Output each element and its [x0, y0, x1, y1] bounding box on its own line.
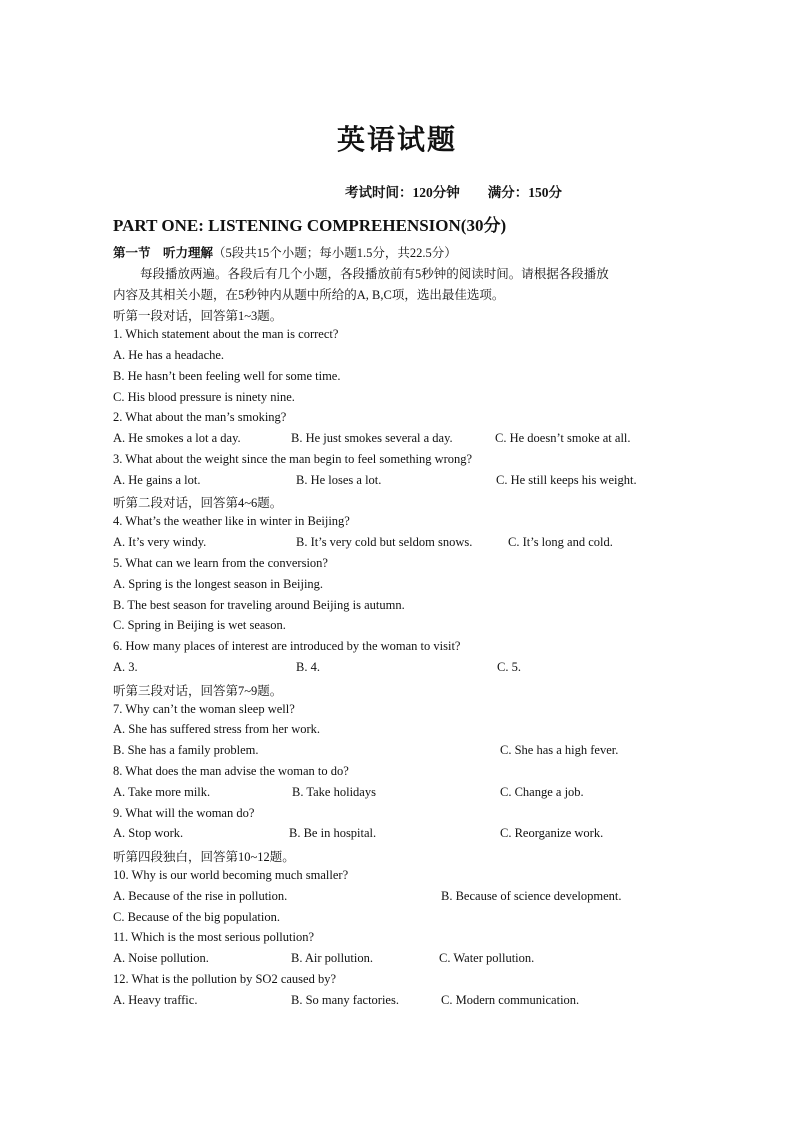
option-c: C. Change a job. [500, 785, 584, 799]
question-stem: 6. How many places of interest are introduced by the woman to visit? [113, 639, 461, 653]
exam-meta [345, 181, 562, 201]
instruction-line-1: 每段播放两遍。各段后有几个小题，各段播放前有5秒钟的阅读时间。请根据各段播放 [140, 267, 609, 281]
group-heading: 听第一段对话，回答第1~3题。 [113, 309, 283, 323]
section-name: 听力理解 [163, 246, 214, 260]
question-stem: 12. What is the pollution by SO2 caused by? [113, 972, 337, 986]
option-b: B. It’s very cold but seldom snows. [296, 535, 473, 549]
question-stem: 11. Which is the most serious pollution? [113, 930, 315, 944]
option-a: A. She has suffered stress from her work. [113, 722, 321, 736]
option-b: B. The best season for traveling around Beijing is autumn. [113, 598, 405, 612]
part-one-heading: PART ONE: LISTENING COMPREHENSION(30分) [113, 216, 507, 235]
option-a: A. Spring is the longest season in Beijing. [113, 577, 324, 591]
option-a: A. He has a headache. [113, 348, 225, 362]
option-b: B. He hasn’t been feeling well for some time. [113, 369, 341, 383]
question-stem: 4. What’s the weather like in winter in Beijing? [113, 514, 350, 528]
option-c: C. His blood pressure is ninety nine. [113, 390, 295, 404]
option-a: A. Noise pollution. [113, 951, 209, 965]
option-b: B. Be in hospital. [289, 826, 377, 840]
option-a: A. He gains a lot. [113, 473, 201, 487]
question-stem: 8. What does the man advise the woman to do? [113, 764, 349, 778]
option-b: B. She has a family problem. [113, 743, 259, 757]
question-stem: 9. What will the woman do? [113, 806, 255, 820]
group-heading: 听第二段对话，回答第4~6题。 [113, 496, 283, 510]
option-c: C. Reorganize work. [500, 826, 604, 840]
option-c: C. Spring in Beijing is wet season. [113, 618, 286, 632]
question-stem: 3. What about the weight since the man begin to feel something wrong? [113, 452, 473, 466]
option-b: B. He just smokes several a day. [291, 431, 453, 445]
question-stem: 5. What can we learn from the conversion? [113, 556, 328, 570]
question-stem: 7. Why can’t the woman sleep well? [113, 702, 295, 716]
option-c: C. She has a high fever. [500, 743, 619, 757]
question-stem: 1. Which statement about the man is correct? [113, 327, 339, 341]
option-c: C. He still keeps his weight. [496, 473, 637, 487]
section-note: （5段共15个小题；每小题1.5分，共22.5分） [213, 246, 457, 260]
option-a: A. Heavy traffic. [113, 993, 198, 1007]
question-stem: 2. What about the man’s smoking? [113, 410, 287, 424]
section-heading [113, 243, 457, 261]
option-c: C. Because of the big population. [113, 910, 280, 924]
option-a: A. Stop work. [113, 826, 184, 840]
option-a: A. It’s very windy. [113, 535, 207, 549]
option-c: C. Modern communication. [441, 993, 580, 1007]
option-b: B. So many factories. [291, 993, 399, 1007]
option-a: A. Take more milk. [113, 785, 211, 799]
option-b: B. He loses a lot. [296, 473, 382, 487]
question-stem: 10. Why is our world becoming much smaller? [113, 868, 349, 882]
option-b: B. Air pollution. [291, 951, 373, 965]
option-c: C. He doesn’t smoke at all. [495, 431, 631, 445]
group-heading: 听第四段独白，回答第10~12题。 [113, 850, 295, 864]
option-b: B. 4. [296, 660, 320, 674]
option-b: B. Take holidays [292, 785, 376, 799]
option-a: A. Because of the rise in pollution. [113, 889, 288, 903]
option-a: A. 3. [113, 660, 138, 674]
instruction-line-2: 内容及其相关小题，在5秒钟内从题中所给的A, B,C项，选出最佳选项。 [113, 288, 505, 302]
group-heading: 听第三段对话，回答第7~9题。 [113, 684, 283, 698]
option-c: C. Water pollution. [439, 951, 535, 965]
option-c: C. 5. [497, 660, 521, 674]
option-b: B. Because of science development. [441, 889, 622, 903]
page-title: 英语试题 [336, 125, 457, 156]
full-score: 满分：150分 [487, 185, 562, 200]
option-c: C. It’s long and cold. [508, 535, 613, 549]
section-label: 第一节 [113, 246, 151, 260]
exam-time: 考试时间：120分钟 [345, 185, 460, 200]
option-a: A. He smokes a lot a day. [113, 431, 241, 445]
